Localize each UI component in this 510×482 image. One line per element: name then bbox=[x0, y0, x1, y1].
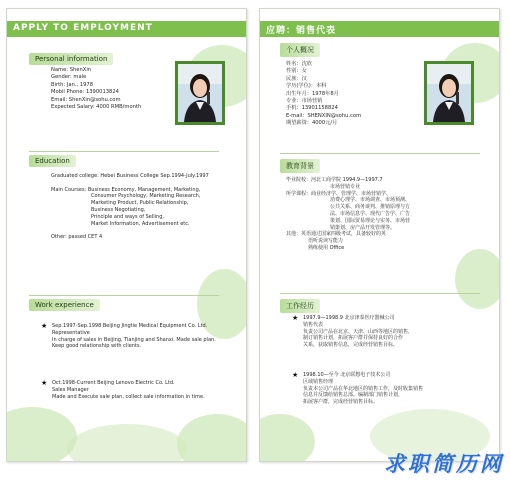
education-line: 销策划、房产品开发管理等。 bbox=[330, 224, 396, 231]
bullet-star-icon: ★ bbox=[41, 379, 48, 387]
education-line: Business Negotiating, bbox=[91, 206, 146, 213]
personal-line: Birth: Jan., 1978 bbox=[51, 81, 93, 88]
education-line: Principle and ways of Selling, bbox=[91, 213, 164, 220]
page-header: APPLY TO EMPLOYMENT bbox=[13, 23, 153, 33]
section-divider bbox=[280, 153, 480, 154]
person-photo-icon bbox=[178, 64, 222, 122]
personal-line: 民族：汉 bbox=[286, 75, 307, 82]
profile-photo bbox=[424, 61, 474, 125]
work-entry-line: 关系，获取销售信息，完成经营销售目标。 bbox=[303, 342, 399, 349]
section-divider bbox=[280, 293, 480, 294]
personal-line: Gender: male bbox=[51, 74, 87, 81]
education-line: Other: passed CET 4 bbox=[51, 234, 103, 241]
education-line: 所学课程：商业经济学、管理学、市场营销学、 bbox=[286, 190, 392, 197]
education-block bbox=[286, 177, 410, 252]
education-line: Market Information, Advertisement etc. bbox=[91, 220, 190, 227]
personal-line: Expected Salary: 4000 RMB/month bbox=[51, 104, 142, 111]
header-band bbox=[7, 21, 246, 37]
page-header: 应聘：销售代表 bbox=[266, 26, 337, 36]
education-line bbox=[51, 180, 209, 187]
bullet-star-icon: ★ bbox=[292, 371, 299, 379]
leaf-decoration bbox=[455, 249, 500, 309]
education-line: Marketing Product, Public Relationship, bbox=[91, 200, 189, 207]
education-line: 公共关系、商务谈判、推销原理与方 bbox=[330, 204, 411, 211]
personal-line: 姓名：沈欣 bbox=[286, 61, 312, 67]
leaf-decoration bbox=[6, 407, 77, 462]
work-entry-line: 信息并反馈给销售总部。编制部门销售计划， bbox=[303, 392, 404, 399]
personal-line: 专业：市场营销 bbox=[286, 98, 323, 105]
personal-line: Email: ShenXin@sohu.com bbox=[51, 96, 121, 103]
personal-line: 期望薪资：4000元/月 bbox=[286, 120, 338, 127]
work-entry-line: Keep good relationship with clients. bbox=[52, 343, 142, 350]
bullet-star-icon: ★ bbox=[41, 322, 48, 330]
work-entry-line: 制订销售计划，拓展客户群并保持良好的合作 bbox=[303, 335, 404, 342]
personal-line: 出生年月：1978年8月 bbox=[286, 90, 339, 97]
header-band bbox=[260, 21, 499, 37]
education-line: 策划、国际贸易理论与实务、市场营 bbox=[330, 217, 411, 224]
personal-line: 性别：女 bbox=[286, 68, 307, 75]
education-line: Graduated college: Hebei Business College Sep.1994-July.1997 bbox=[51, 173, 209, 179]
education-block bbox=[51, 173, 209, 241]
work-entry-line: In charge of sales in Beijing, Tianjing and Shanxi. Made sale plan. bbox=[52, 336, 216, 343]
work-entry-header: 1997.9—1998.9 北京津泰医疗器械公司 bbox=[303, 315, 395, 321]
work-heading: 工作经历 bbox=[280, 299, 320, 313]
personal-line: E-mail：SHENXIN@sohu.com bbox=[286, 112, 362, 119]
work-entry-line: 负责公司产品在北京、天津、山西等地区的销售， bbox=[303, 328, 414, 335]
person-photo-icon bbox=[427, 64, 471, 122]
personal-line: 学历(学位)：本科 bbox=[286, 83, 327, 90]
work-entry-line: 销售代表 bbox=[303, 321, 324, 328]
education-line: 法、市场信息学、现代广告学、广告 bbox=[330, 210, 411, 217]
work-entry-line: Representative bbox=[52, 329, 90, 336]
personal-line: 手机：13901158824 bbox=[286, 105, 338, 112]
education-line bbox=[51, 227, 209, 234]
education-line: Consumer Psychology, Marketing Research, bbox=[91, 193, 201, 200]
work-entry-line: 负责本公司产品在华北地区的销售工作，及时收集销售 bbox=[303, 385, 424, 392]
personal-line: Name: ShenXin bbox=[51, 67, 92, 73]
section-divider bbox=[29, 295, 219, 296]
work-entry-header: Sep.1997-Sep.1998 Beijing Jingtie Medical Equipment Co. Ltd. bbox=[52, 323, 208, 329]
section-divider bbox=[29, 151, 219, 152]
leaf-decoration bbox=[177, 414, 247, 462]
resume-page-english bbox=[6, 8, 247, 462]
work-entry bbox=[303, 372, 423, 406]
work-entry-line: Sales Manager bbox=[52, 386, 89, 393]
personal-info-block bbox=[51, 67, 141, 111]
work-entry-line: Made and Execute sale plan, collect sale information in time. bbox=[52, 393, 205, 400]
resume-page-chinese bbox=[259, 8, 500, 462]
site-watermark: 求职简历网 bbox=[384, 451, 504, 476]
work-entry bbox=[52, 380, 205, 400]
work-entry-line: 拓展客户群，完成经营销售目标。 bbox=[303, 399, 379, 406]
personal-info-heading: 个人概况 bbox=[280, 43, 320, 57]
personal-info-heading: Personal information bbox=[29, 53, 113, 65]
leaf-decoration bbox=[67, 424, 187, 462]
education-line: 市场营销专业 bbox=[330, 183, 361, 190]
education-line: 其他：英语通过国家四级考试，具备较好的英 bbox=[286, 231, 387, 238]
work-entry bbox=[52, 323, 216, 350]
education-line: Main Courses: Business Economy, Management, Marketing, bbox=[51, 186, 201, 193]
work-entry-header: 1998.10—至今 北京联想电子技术公司 bbox=[303, 372, 391, 378]
work-entry bbox=[303, 315, 413, 349]
education-line: 熟练使用 Office bbox=[308, 244, 345, 251]
education-heading: Education bbox=[29, 155, 76, 167]
work-entry-header: Oct.1998-Current Beijing Lenovo Electric Co. Ltd. bbox=[52, 380, 175, 386]
leaf-decoration bbox=[259, 414, 315, 462]
work-entry-line: 区域销售经理 bbox=[303, 378, 334, 385]
education-heading: 教育背景 bbox=[280, 159, 320, 173]
education-line: 毕业院校：河北工商学院 1994.9—1997.7 bbox=[286, 177, 383, 183]
profile-photo bbox=[175, 61, 225, 125]
personal-line: Mobil Phone: 1390013824 bbox=[51, 89, 119, 96]
personal-info-block bbox=[286, 61, 361, 128]
work-heading: Work experience bbox=[29, 299, 100, 311]
bullet-star-icon: ★ bbox=[292, 314, 299, 322]
education-line: 语听说读写能力 bbox=[308, 238, 344, 245]
education-line: 消费心理学、市场调查、市场预测、 bbox=[330, 197, 411, 204]
